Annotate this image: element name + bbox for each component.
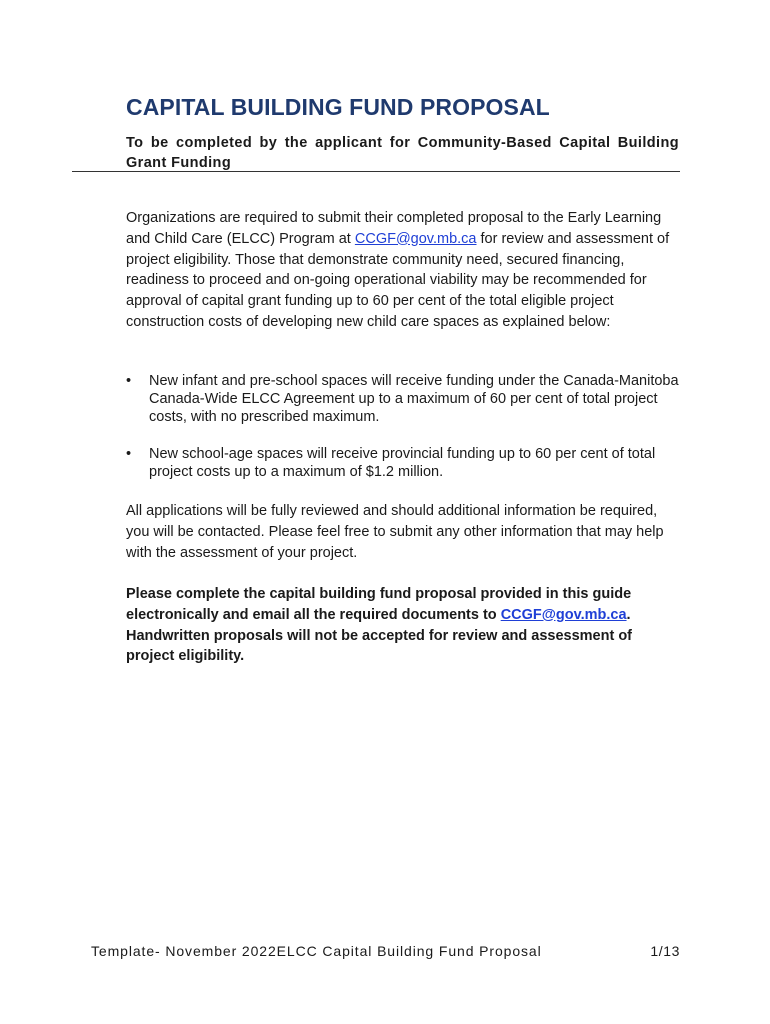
instruction-text-after-link: . Handwritten proposals will not be accepted for review and assessment of project eligibility. [126, 606, 633, 665]
list-item-text: New school-age spaces will receive provincial funding up to 60 per cent of total project costs up to a maximum of $1.2 million. [149, 446, 656, 480]
intro-text-before-link: Organizations are required to submit their completed proposal to the Early Learning and Child Care (ELCC) Program at [126, 210, 662, 247]
page-title: CAPITAL BUILDING FUND PROPOSAL [126, 94, 550, 120]
page-subtitle: To be completed by the applicant for Community-Based Capital Building Grant Funding [126, 135, 679, 171]
instruction-text-before-link: Please complete the capital building fund proposal provided in this guide electronically and email all the required documents to [126, 586, 632, 623]
review-paragraph: All applications will be fully reviewed and should additional information be required, you will be contacted. Please feel free to submit any other information that may help with the assessment of your project. [126, 503, 664, 561]
intro-paragraph [126, 208, 682, 333]
bullet-icon: • [126, 446, 132, 462]
list-item-text: New infant and pre-school spaces will receive funding under the Canada-Manitoba Canada-Wide ELCC Agreement up to a maximum of 60 per cent of total project costs, with no prescribed maximum. [149, 373, 679, 425]
intro-text-after-link: for review and assessment of project eligibility. Those that demonstrate community need, secured financing, readiness to proceed and on-going operational viability may be recommended for approval of capital grant funding up to 60 per cent of the total eligible project construction costs of developing new child care spaces as explained below: [126, 230, 670, 330]
list-item [126, 372, 682, 426]
header-divider [72, 171, 680, 172]
footer-page-number: 1/13 [650, 943, 680, 959]
funding-bullet-list [126, 372, 682, 500]
footer-document-label: Template- November 2022ELCC Capital Building Fund Proposal [91, 943, 542, 959]
email-link-intro[interactable]: CCGF@gov.mb.ca [354, 230, 477, 247]
instruction-paragraph [126, 584, 682, 667]
email-link-instruction[interactable]: CCGF@gov.mb.ca [500, 606, 627, 623]
bullet-icon: • [126, 373, 132, 389]
list-item [126, 445, 682, 481]
